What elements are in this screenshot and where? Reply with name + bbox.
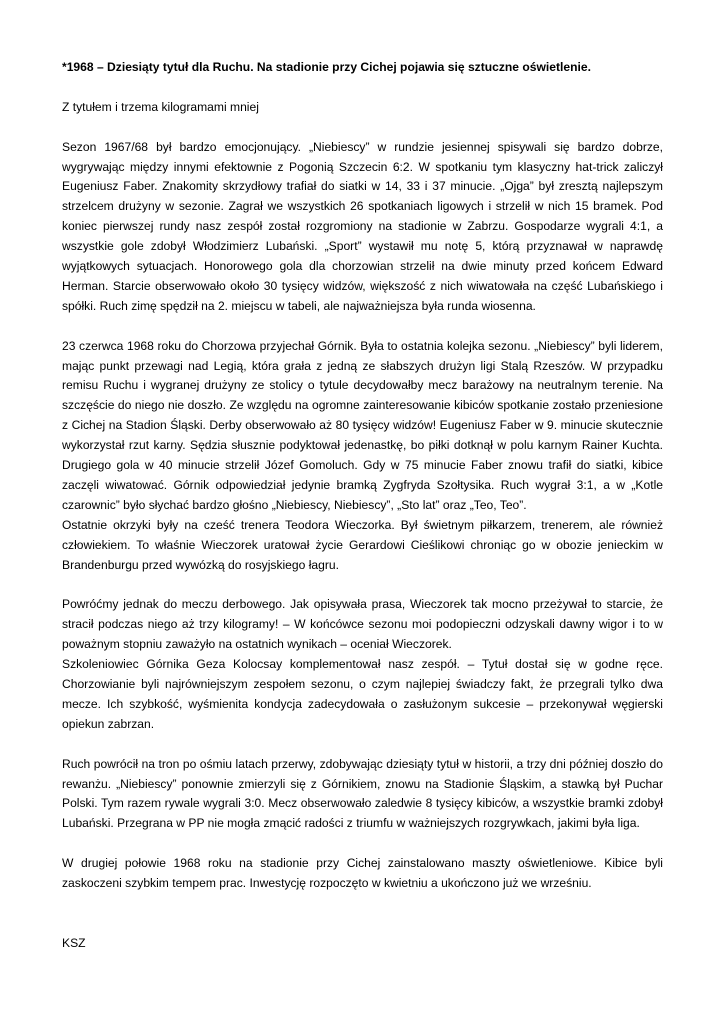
paragraph-season-summary: Sezon 1967/68 był bardzo emocjonujący. „Niebiescy” w rundzie jesiennej spisywali się bardzo dobrze, wygrywając między innymi efektownie z Pogonią Szczecin 6:2. W spotkaniu tym klasyczny hat-trick zaliczył Eugeniusz Faber. Znakomity skrzydłowy trafiał do siatki w 14, 33 i 37 minucie. „Ojga” był zresztą najlepszym strzelcem drużyny w sezonie. Zagrał we wszystkich 26 spotkaniach ligowych i strzelił w nich 15 bramek. Pod koniec pierwszej rundy nasz zespół został rozgromiony na stadionie w Zabrzu. Gospodarze wygrali 4:1, a wszystkie gole zdobył Włodzimierz Lubański. „Sport” wystawił mu notę 5, którą przyznawał w naprawdę wyjątkowych sytuacjach. Honorowego gola dla chorzowian strzelił na dwie minuty przed końcem Edward Herman. Starcie obserwowało około 30 tysięcy widzów, większość z nich wiwatowała na część Lubańskiego i spółki. Ruch zimę spędził na 2. miejscu w tabeli, ale najważniejsza była runda wiosenna.: [62, 139, 663, 313]
paragraph-gap: [62, 317, 663, 337]
paragraph-derby-return: Powróćmy jednak do meczu derbowego. Jak opisywała prasa, Wieczorek tak mocno przeżywał to starcie, że stracił podczas niego aż trzy kilogramy! – W końcówce sezonu moi podopieczni odzyskali dawny wigor i to w poważnym stopniu zaważyło na ostatnich wynikach – oceniał Wieczorek.: [62, 597, 663, 652]
paragraph-gap: [62, 914, 663, 934]
paragraph-gap: [62, 735, 663, 755]
paragraph-floodlights: W drugiej połowie 1968 roku na stadionie przy Cichej zainstalowano maszty oświetleniowe. Kibice byli zaskoczeni szybkim tempem prac. Inwestycję rozpoczęto w kwietniu a ukończono już we wrześniu.: [62, 856, 663, 891]
paragraph-gap: [62, 834, 663, 854]
document-subtitle: Z tytułem i trzema kilogramami mniej: [62, 99, 259, 114]
paragraph-coach-wieczorek: Ostatnie okrzyki były na cześć trenera Teodora Wieczorka. Był świetnym piłkarzem, trenerem, ale również człowiekiem. To właśnie Wieczorek uratował życie Gerardowi Cieślikowi chroniąc go w obozie jenieckim w Brandenburgu przed wywózką do rosyjskiego łagru.: [62, 517, 663, 572]
paragraph-derby-match: 23 czerwca 1968 roku do Chorzowa przyjechał Górnik. Była to ostatnia kolejka sezonu. „Niebiescy” byli liderem, mając punkt przewagi nad Legią, która grała z jedną ze słabszych drużyn ligi Stalą Rzeszów. W przypadku remisu Ruchu i wygranej drużyny ze stolicy o tytule decydowałby mecz barażowy na neutralnym terenie. Na szczęście do niego nie doszło. Ze względu na ogromne zainteresowanie kibiców spotkanie zostało przeniesione z Cichej na Stadion Śląski. Derby obserwowało aż 80 tysięcy widzów! Eugeniusz Faber w 9. minucie skutecznie wykorzystał rzut karny. Sędzia słusznie podyktował jedenastkę, bo piłki dotknął w polu karnym Rainer Kuchta. Drugiego gola w 40 minucie strzelił Józef Gomoluch. Gdy w 75 minucie Faber znowu trafił do siatki, kibice zaczęli wiwatować. Górnik odpowiedział jedynie bramką Zygfryda Szołtysika. Ruch wygrał 3:1, a w „Kotle czarownic” było słychać bardzo głośno „Niebiescy, Niebiescy”, „Sto lat” oraz „Teo, Teo”.: [62, 338, 663, 512]
paragraph-tenth-title: Ruch powrócił na tron po ośmiu latach przerwy, zdobywając dziesiąty tytuł w historii, a trzy dni później doszło do rewanżu. „Niebiescy” ponownie zmierzyli się z Górnikiem, znowu na Stadionie Śląskim, a stawką był Puchar Polski. Tym razem rywale wygrali 3:0. Mecz obserwowało zaledwie 8 tysięcy kibiców, a wszystkie bramki zdobył Lubański. Przegrana w PP nie mogła zmącić radości z triumfu w ważniejszych rozgrywkach, jakimi była liga.: [62, 756, 663, 831]
paragraph-gap: [62, 894, 663, 914]
author-signature: KSZ: [62, 935, 86, 950]
paragraph-kolocsay-quote: Szkoleniowiec Górnika Geza Kolocsay komplementował nasz zespół. – Tytuł dostał się w godne ręce. Chorzowianie byli najrówniejszym zespołem sezonu, o czym najlepiej świadczy fakt, że przegrali tylko dwa mecze. Ich szybkość, wyśmienita kondycja zadecydowała o zasłużonym sukcesie – przekonywał węgierski opiekun zabrzan.: [62, 657, 663, 731]
paragraph-gap: [62, 576, 663, 596]
document-title: *1968 – Dziesiąty tytuł dla Ruchu. Na stadionie przy Cichej pojawia się sztuczne oświetlenie.: [62, 60, 591, 74]
document-page: [62, 58, 663, 954]
